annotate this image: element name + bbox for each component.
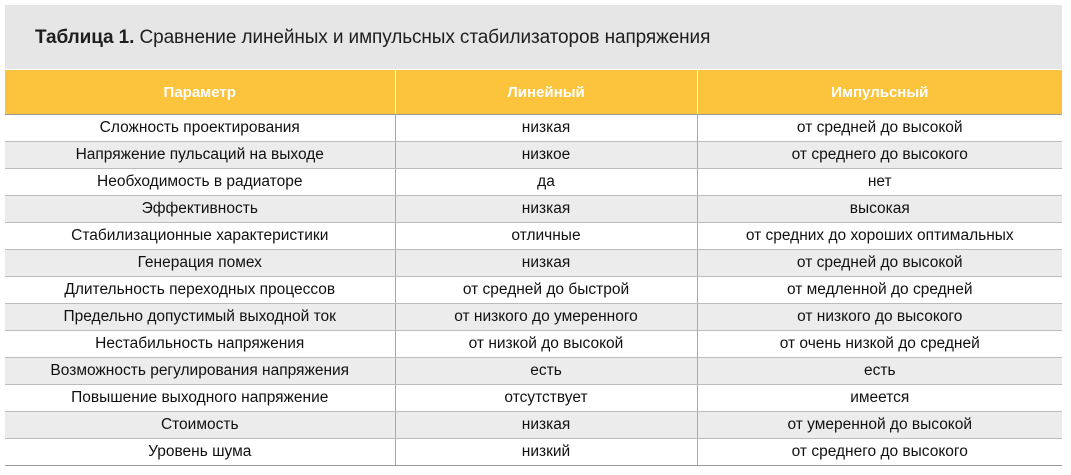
table-row: [5, 169, 1062, 196]
table-body: [5, 115, 1062, 466]
cell-parameter: Стоимость: [5, 412, 395, 439]
table-row: [5, 439, 1062, 466]
cell-linear: низкая: [395, 412, 697, 439]
table-row: [5, 115, 1062, 142]
table-row: [5, 142, 1062, 169]
table-row: [5, 331, 1062, 358]
cell-parameter: Возможность регулирования напряжения: [5, 358, 395, 385]
cell-parameter: Повышение выходного напряжение: [5, 385, 395, 412]
cell-switching: от среднего до высокого: [697, 142, 1062, 169]
caption-lead: Таблица 1.: [35, 27, 135, 48]
cell-switching: имеется: [697, 385, 1062, 412]
cell-linear: низкое: [395, 142, 697, 169]
cell-linear: низкая: [395, 250, 697, 277]
cell-parameter: Нестабильность напряжения: [5, 331, 395, 358]
table-row: [5, 358, 1062, 385]
cell-parameter: Стабилизационные характеристики: [5, 223, 395, 250]
cell-parameter: Сложность проектирования: [5, 115, 395, 142]
caption-bar: [5, 5, 1062, 69]
cell-switching: от очень низкой до средней: [697, 331, 1062, 358]
cell-parameter: Длительность переходных процессов: [5, 277, 395, 304]
column-header-linear: Линейный: [395, 70, 697, 115]
table-row: [5, 304, 1062, 331]
cell-linear: отличные: [395, 223, 697, 250]
cell-linear: низкая: [395, 115, 697, 142]
cell-parameter: Предельно допустимый выходной ток: [5, 304, 395, 331]
cell-switching: есть: [697, 358, 1062, 385]
cell-linear: от низкой до высокой: [395, 331, 697, 358]
cell-switching: от низкого до высокого: [697, 304, 1062, 331]
cell-switching: от умеренной до высокой: [697, 412, 1062, 439]
cell-switching: от средней до высокой: [697, 115, 1062, 142]
table-row: [5, 250, 1062, 277]
table-row: [5, 196, 1062, 223]
column-header-parameter: Параметр: [5, 70, 395, 115]
cell-linear: от средней до быстрой: [395, 277, 697, 304]
table-row: [5, 412, 1062, 439]
cell-linear: да: [395, 169, 697, 196]
cell-linear: есть: [395, 358, 697, 385]
table-row: [5, 385, 1062, 412]
cell-parameter: Необходимость в радиаторе: [5, 169, 395, 196]
table-row: [5, 277, 1062, 304]
cell-switching: от средней до высокой: [697, 250, 1062, 277]
cell-parameter: Эффективность: [5, 196, 395, 223]
cell-linear: низкий: [395, 439, 697, 466]
table-caption: [35, 27, 710, 49]
column-header-switching: Импульсный: [697, 70, 1062, 115]
cell-linear: отсутствует: [395, 385, 697, 412]
cell-switching: высокая: [697, 196, 1062, 223]
cell-switching: нет: [697, 169, 1062, 196]
cell-switching: от средних до хороших оптимальных: [697, 223, 1062, 250]
caption-text: Сравнение линейных и импульсных стабилизаторов напряжения: [134, 27, 711, 48]
cell-parameter: Напряжение пульсаций на выходе: [5, 142, 395, 169]
cell-parameter: Генерация помех: [5, 250, 395, 277]
comparison-table: [5, 70, 1062, 466]
cell-parameter: Уровень шума: [5, 439, 395, 466]
cell-switching: от медленной до средней: [697, 277, 1062, 304]
table-row: [5, 223, 1062, 250]
header-row: [5, 70, 1062, 115]
cell-switching: от среднего до высокого: [697, 439, 1062, 466]
cell-linear: от низкого до умеренного: [395, 304, 697, 331]
cell-linear: низкая: [395, 196, 697, 223]
